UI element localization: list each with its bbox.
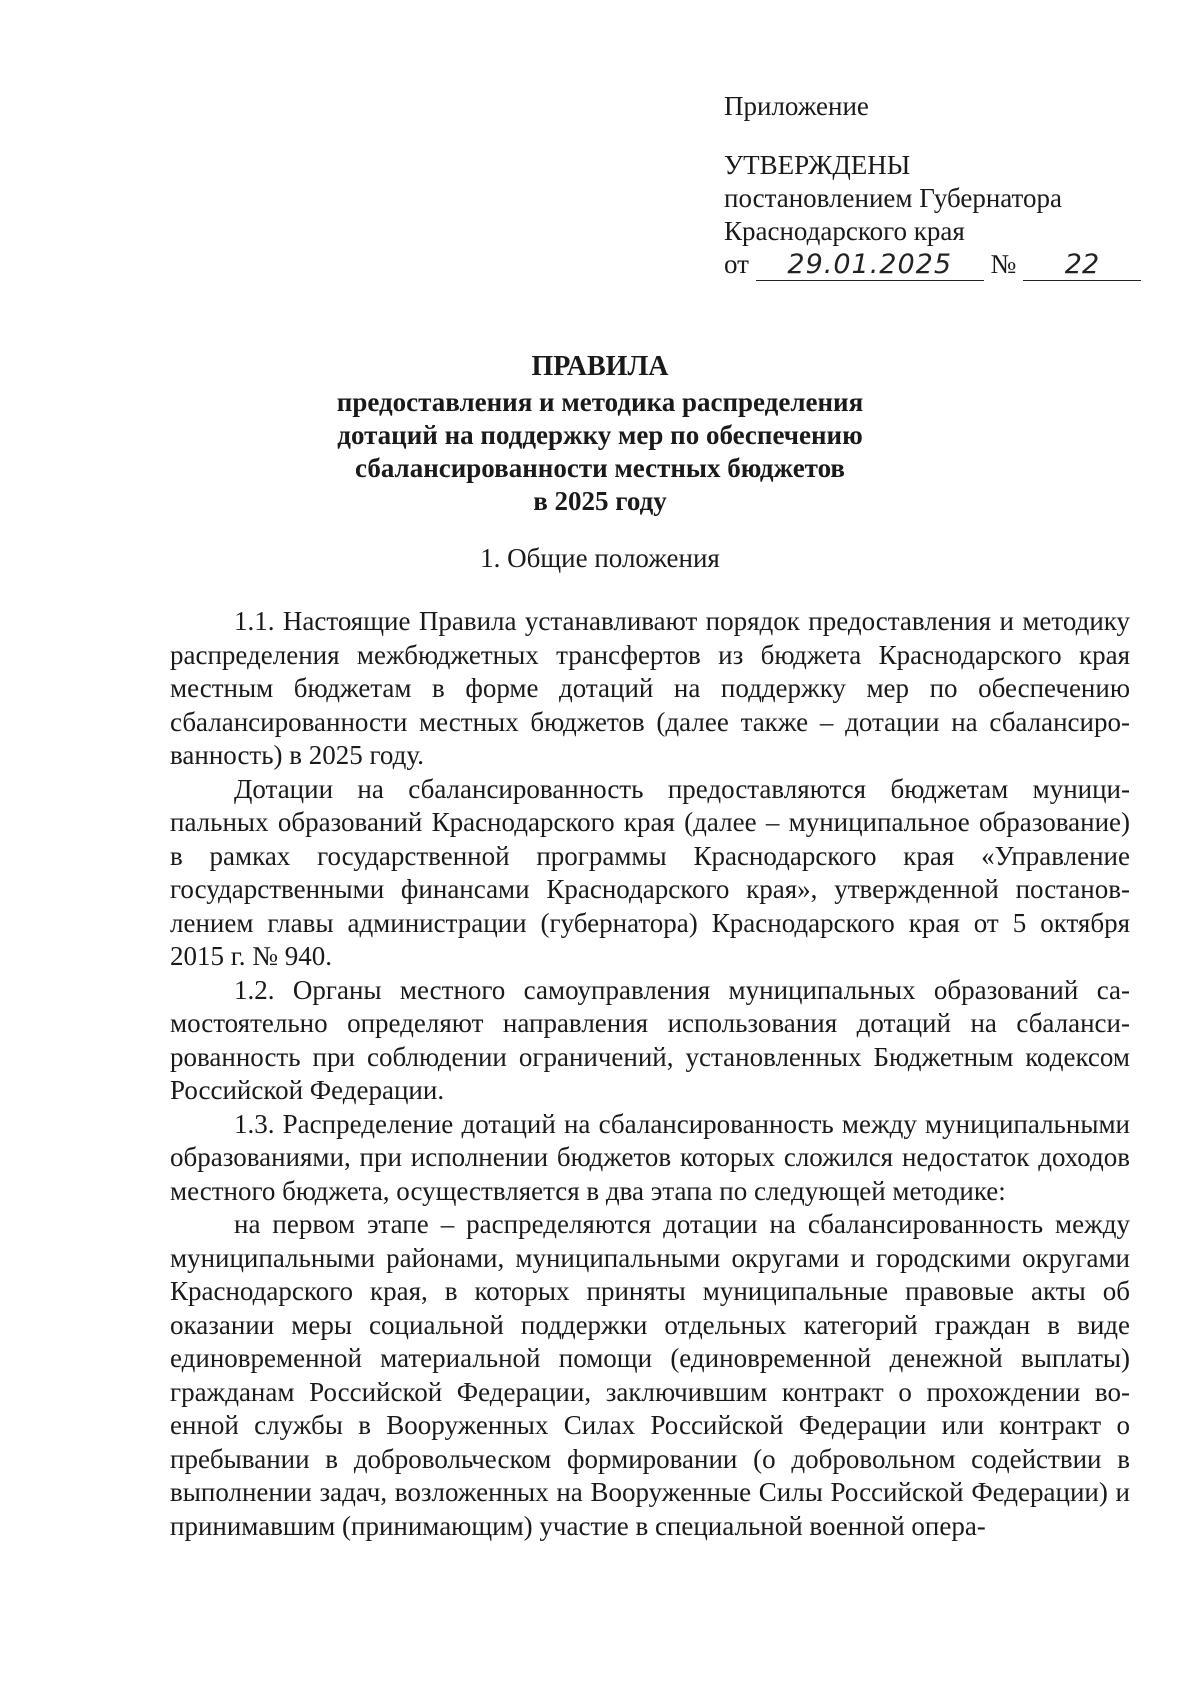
- paragraph-1-2: 1.2. Органы местного самоуправления муниципальных образований самостоятельно определяют направления использования дотаций на сбалансированность при соблюдении ограничений, установленных Бюджетным кодексом Российской Федерации.: [170, 974, 1130, 1105]
- title-line-2: дотаций на поддержку мер по обеспечению: [337, 420, 863, 450]
- date-prefix: от: [724, 249, 749, 279]
- section-heading: 1. Общие положения: [480, 543, 720, 573]
- approval-block: [724, 90, 1144, 281]
- document-title: [180, 350, 1020, 518]
- approved-label: УТВЕРЖДЕНЫ: [724, 150, 911, 180]
- title-main: ПРАВИЛА: [531, 351, 669, 382]
- appendix-label: Приложение: [724, 91, 869, 121]
- title-line-1: предоставления и методика распределения: [336, 387, 864, 417]
- paragraph-first-stage: на первом этапе – распределяются дотации на сбалансированность между муниципальными районами, муниципальными округами и городскими округами Краснодарского края, в которых приняты муниципальные правовые акты об оказании меры социальной поддержки отдельных категорий граждан в виде единовременной материальной помощи (единовременной денежной выплаты) гражданам Российской Федерации, заключившим контракт о прохождении военной службы в Вооруженных Силах Российской Федерации или контракт о пребывании в добровольческом формировании (о добровольном содействии в выполнении задач, возложенных на Вооруженные Силы Российской Федерации) и принимавшим (принимающим) участие в специальной военной опера-: [170, 1209, 1130, 1541]
- spacer: [724, 123, 1144, 149]
- paragraph-1-3: 1.3. Распределение дотаций на сбалансированность между муниципальными образованиями, при исполнении бюджетов которых сложился недостаток доходов местного бюджета, осуществляется в два этапа по следующей методике:: [170, 1108, 1130, 1206]
- date-number-row: [724, 248, 1144, 281]
- paragraph-subsidies: Дотации на сбалансированность предоставляются бюджетам муниципальных образований Краснодарского края (далее – муниципальное образование) в рамках государственной программы Краснодарского края «Управление государственными финансами Краснодарского края», утвержденной постановлением главы администрации (губернатора) Краснодарского края от 5 октября 2015 г. № 940.: [170, 773, 1130, 971]
- number-prefix: №: [990, 249, 1017, 279]
- approved-by-line-2: Краснодарского края: [724, 216, 965, 246]
- handwritten-number: 22: [1023, 250, 1141, 281]
- approved-by-line-1: постановлением Губернатора: [724, 183, 1062, 213]
- title-line-4: в 2025 году: [533, 486, 667, 516]
- handwritten-date: 29.01.2025: [756, 250, 984, 281]
- title-line-3: сбалансированности местных бюджетов: [355, 453, 845, 483]
- document-body: [170, 605, 1130, 1543]
- paragraph-1-1: 1.1. Настоящие Правила устанавливают порядок предоставления и методику распределения межбюджетных трансфертов из бюджета Краснодарского края местным бюджетам в форме дотаций на поддержку мер по обеспечению сбалансированности местных бюджетов (далее также – дотации на сбалансированность) в 2025 году.: [170, 606, 1130, 770]
